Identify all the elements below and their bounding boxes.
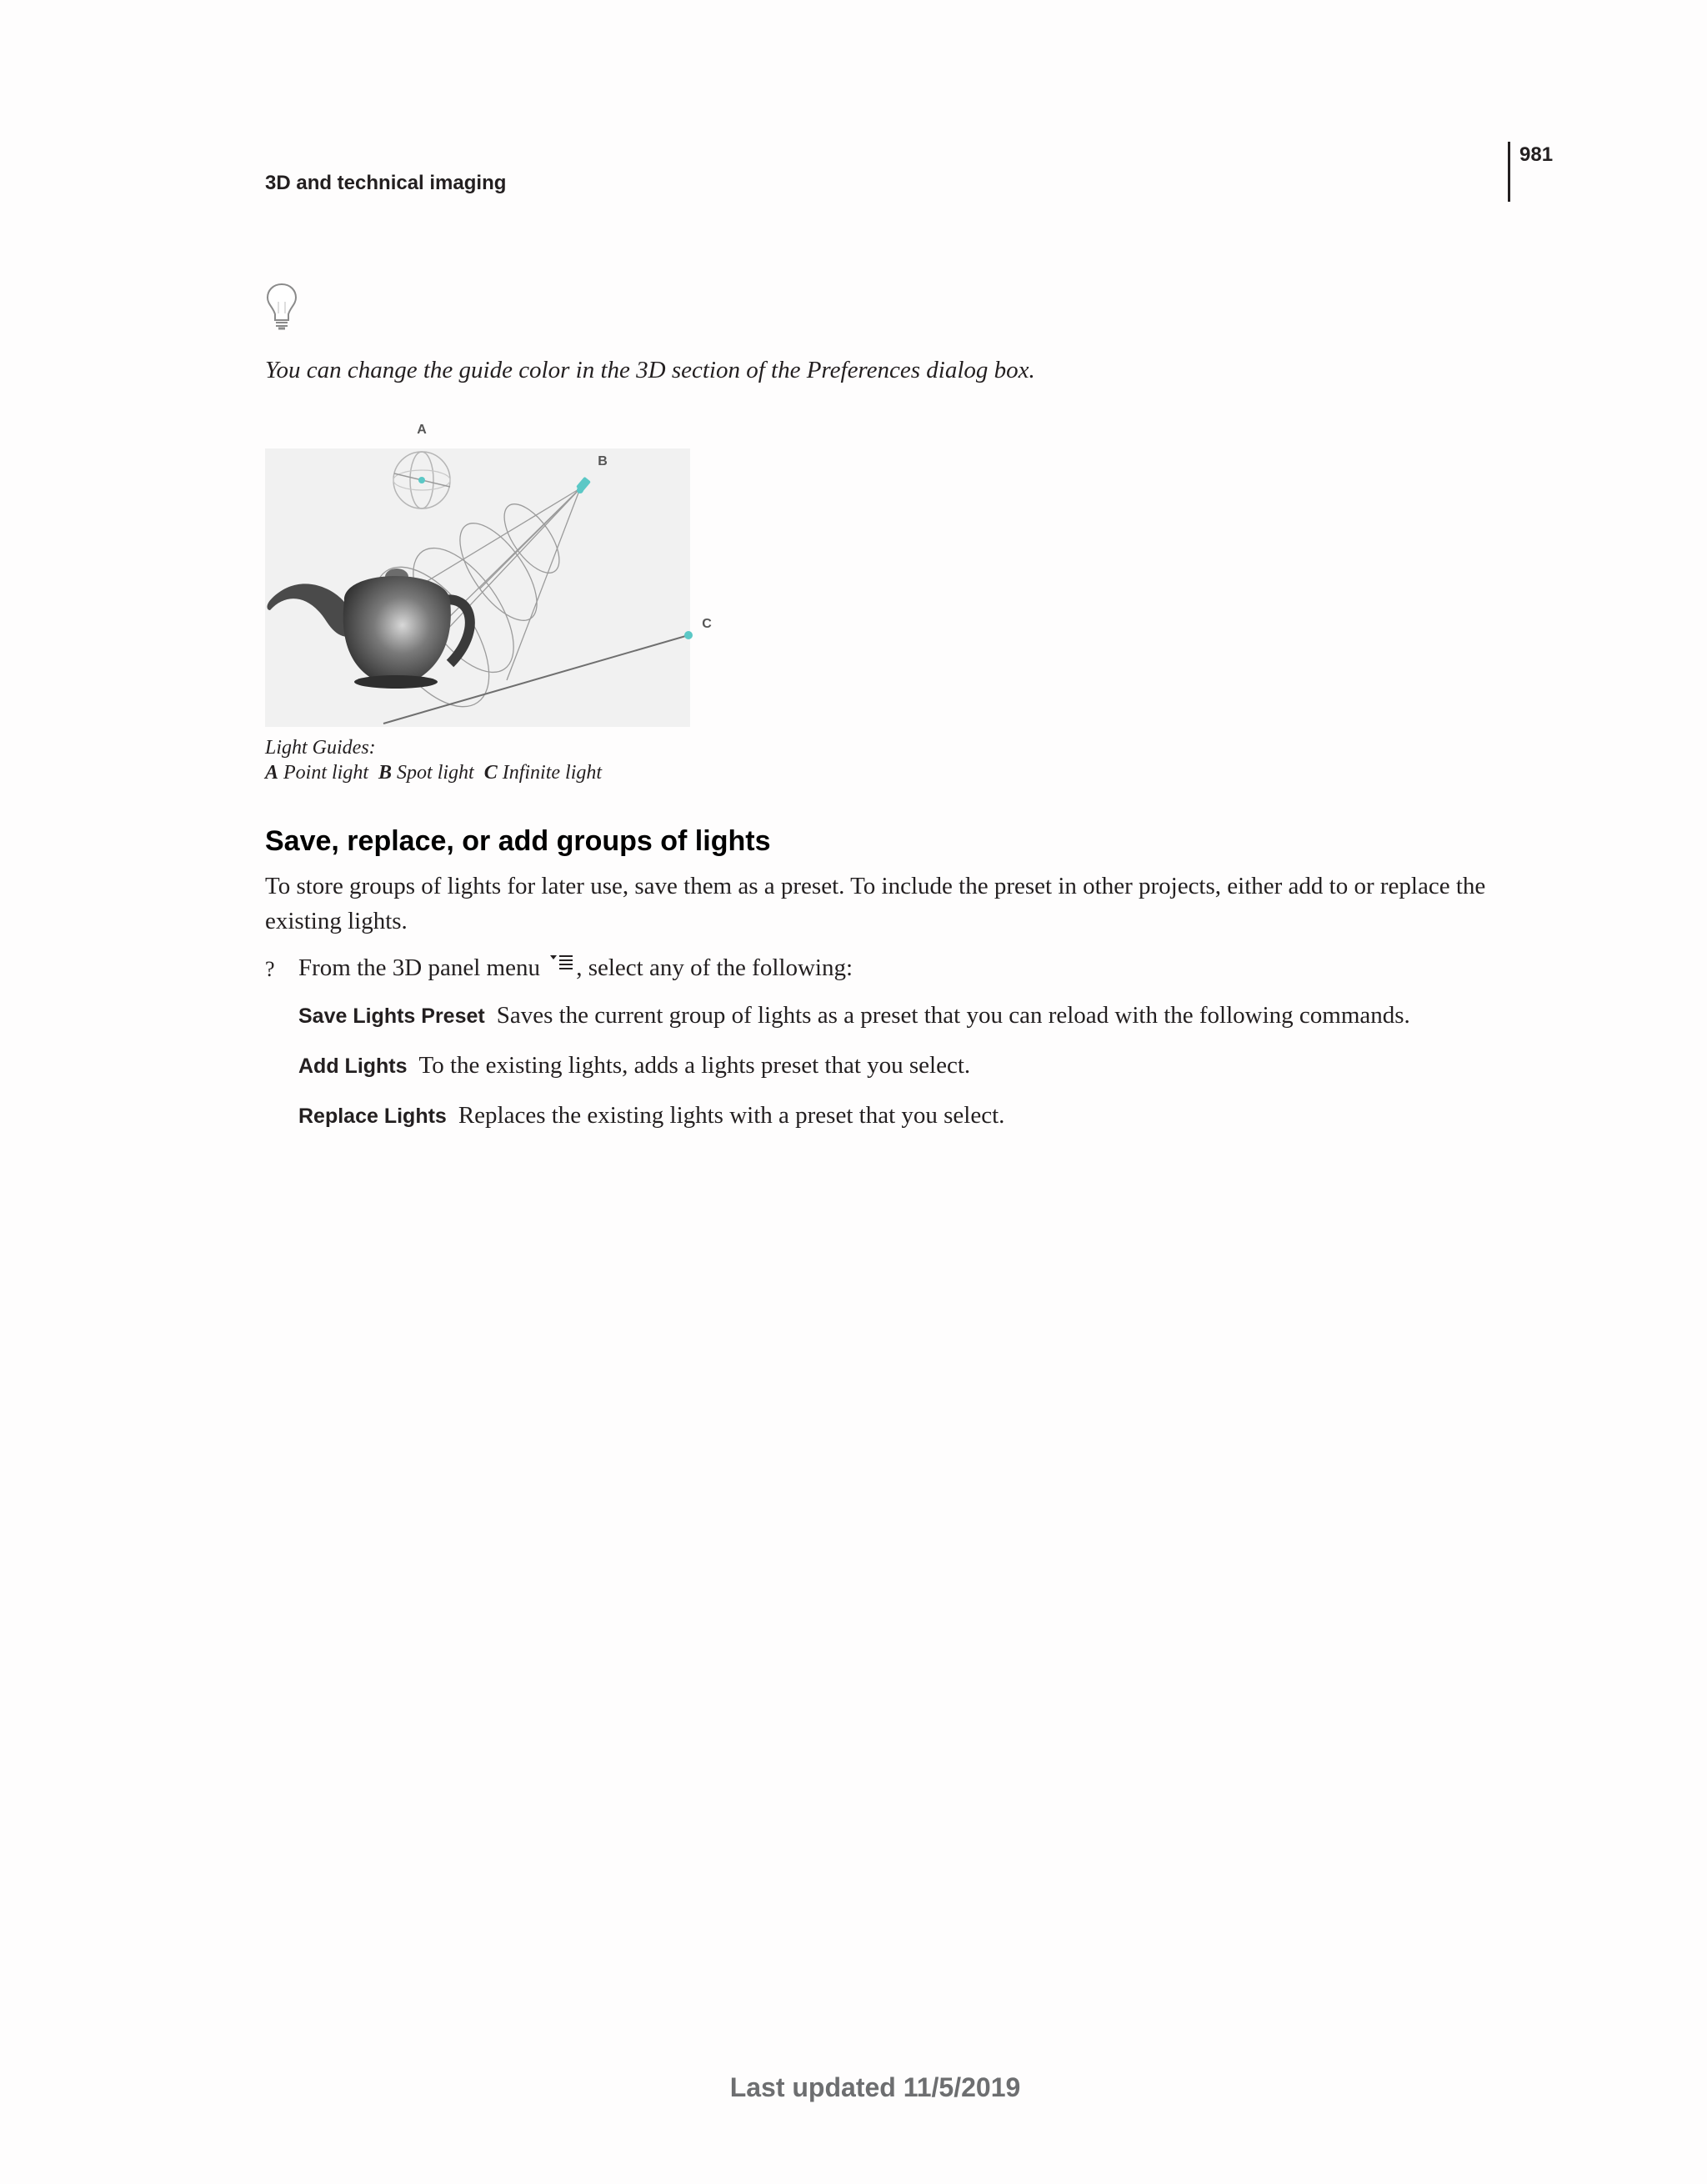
page-number-rule: [1508, 142, 1510, 202]
term-replace-lights: Replace Lights: [298, 1105, 447, 1128]
section-heading: Save, replace, or add groups of lights: [265, 825, 771, 857]
caption-key-c: C: [483, 762, 498, 784]
caption-label-a: Point light: [283, 762, 369, 784]
desc-add-lights: To the existing lights, adds a lights preset that you select.: [418, 1052, 971, 1079]
label-c: C: [702, 617, 712, 631]
term-add-lights: Add Lights: [298, 1054, 408, 1078]
definition-save-lights-preset: [298, 1002, 1410, 1029]
footer-last-updated: Last updated 11/5/2019: [729, 2072, 1021, 2102]
point-light-handle: [418, 477, 425, 483]
label-b: B: [598, 454, 608, 468]
step-marker: ?: [265, 957, 275, 981]
lightbulb-icon: [265, 282, 298, 332]
figure-background: [265, 448, 690, 727]
definition-replace-lights: [298, 1102, 1004, 1130]
caption-items: [265, 760, 602, 785]
light-guides-figure: [265, 413, 723, 727]
caption-label-c: Infinite light: [502, 762, 603, 784]
caption-key-b: B: [378, 762, 393, 784]
caption-key-a: A: [265, 762, 279, 784]
label-a: A: [417, 423, 427, 437]
term-save-lights-preset: Save Lights Preset: [298, 1004, 485, 1028]
infinite-light-handle: [684, 631, 693, 639]
tip-text: You can change the guide color in the 3D section of the Preferences dialog box.: [265, 357, 1035, 383]
caption-label-b: Spot light: [397, 762, 474, 784]
caption-title: Light Guides:: [265, 737, 376, 759]
figure-caption: [265, 735, 602, 785]
desc-save-lights-preset: Saves the current group of lights as a preset that you can reload with the following commands.: [496, 1002, 1410, 1029]
step-text-before: From the 3D panel menu: [298, 954, 540, 981]
panel-menu-icon: [549, 954, 574, 972]
definition-add-lights: [298, 1052, 970, 1079]
desc-replace-lights: Replaces the existing lights with a preset that you select.: [458, 1102, 1005, 1129]
step-text-after: , select any of the following:: [576, 954, 854, 981]
section-intro: To store groups of lights for later use, save them as a preset. To include the preset in other projects, either add to or replace the existing lights.: [265, 873, 1486, 934]
chapter-title: 3D and technical imaging: [265, 172, 507, 194]
page-number: 981: [1519, 143, 1554, 166]
step-text: [298, 954, 853, 982]
